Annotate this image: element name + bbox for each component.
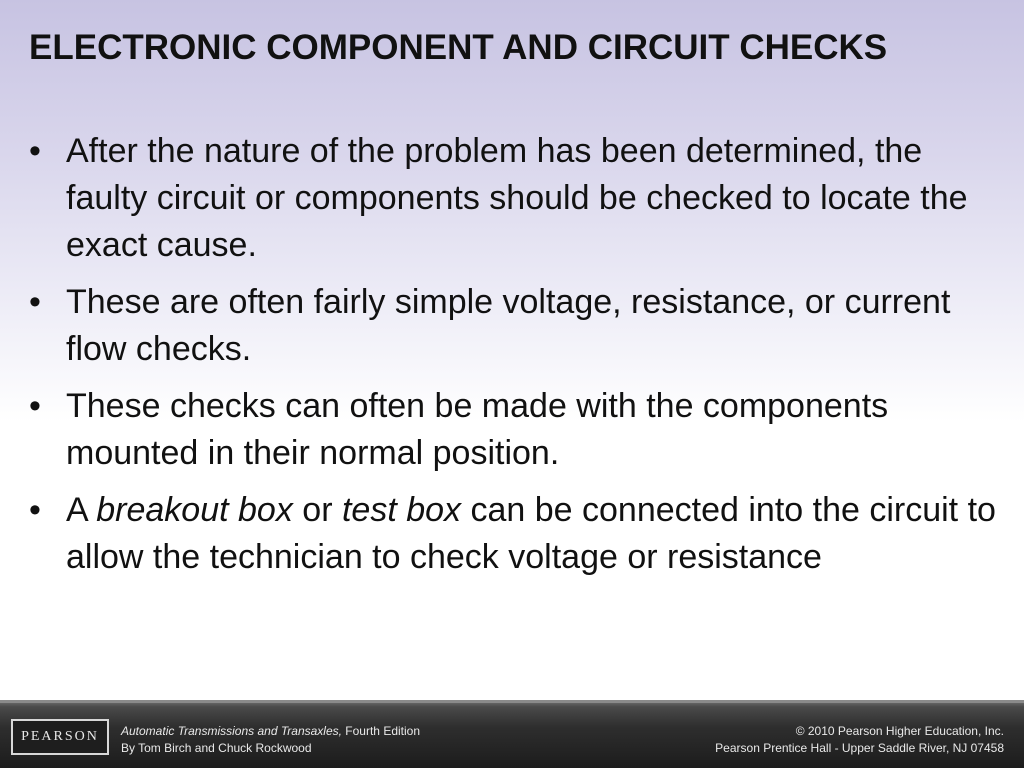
footer-book-info [121, 723, 420, 757]
footer-title-line [121, 723, 420, 740]
term-test-box: test box [341, 491, 462, 529]
bullet-text-part: or [292, 491, 342, 529]
bullet-marker: • [29, 132, 41, 170]
bullet-marker: • [29, 387, 41, 425]
pearson-logo: PEARSON [11, 719, 109, 755]
bullet-text: After the nature of the problem has been determined, the faulty circuit or components should be checked to locate the exact cause. [66, 132, 968, 264]
footer-bar [0, 700, 1024, 768]
bullet-item [29, 128, 1004, 269]
bullet-marker: • [29, 283, 41, 321]
term-breakout-box: breakout box [96, 491, 293, 529]
footer-publisher-info [715, 723, 1004, 757]
footer-edition: Fourth Edition [341, 724, 421, 738]
bullet-item [29, 383, 1004, 477]
bullet-text-part: can be connected into the circuit to allow the technician to check voltage or resistance [66, 491, 996, 576]
slide-title: ELECTRONIC COMPONENT AND CIRCUIT CHECKS [29, 28, 888, 67]
bullet-text: These checks can often be made with the components mounted in their normal position. [66, 387, 889, 472]
footer-authors: By Tom Birch and Chuck Rockwood [121, 741, 312, 755]
footer-book-title: Automatic Transmissions and Transaxles, [121, 724, 342, 738]
bullet-text-part: A [66, 491, 97, 529]
bullet-item [29, 279, 1004, 373]
bullet-text [66, 491, 996, 576]
bullet-text: These are often fairly simple voltage, resistance, or current flow checks. [66, 283, 951, 368]
footer-copyright: © 2010 Pearson Higher Education, Inc. [795, 724, 1004, 738]
bullet-list [29, 128, 1004, 591]
bullet-item [29, 487, 1004, 581]
footer-publisher: Pearson Prentice Hall - Upper Saddle River, NJ 07458 [715, 741, 1004, 755]
bullet-marker: • [29, 491, 41, 529]
